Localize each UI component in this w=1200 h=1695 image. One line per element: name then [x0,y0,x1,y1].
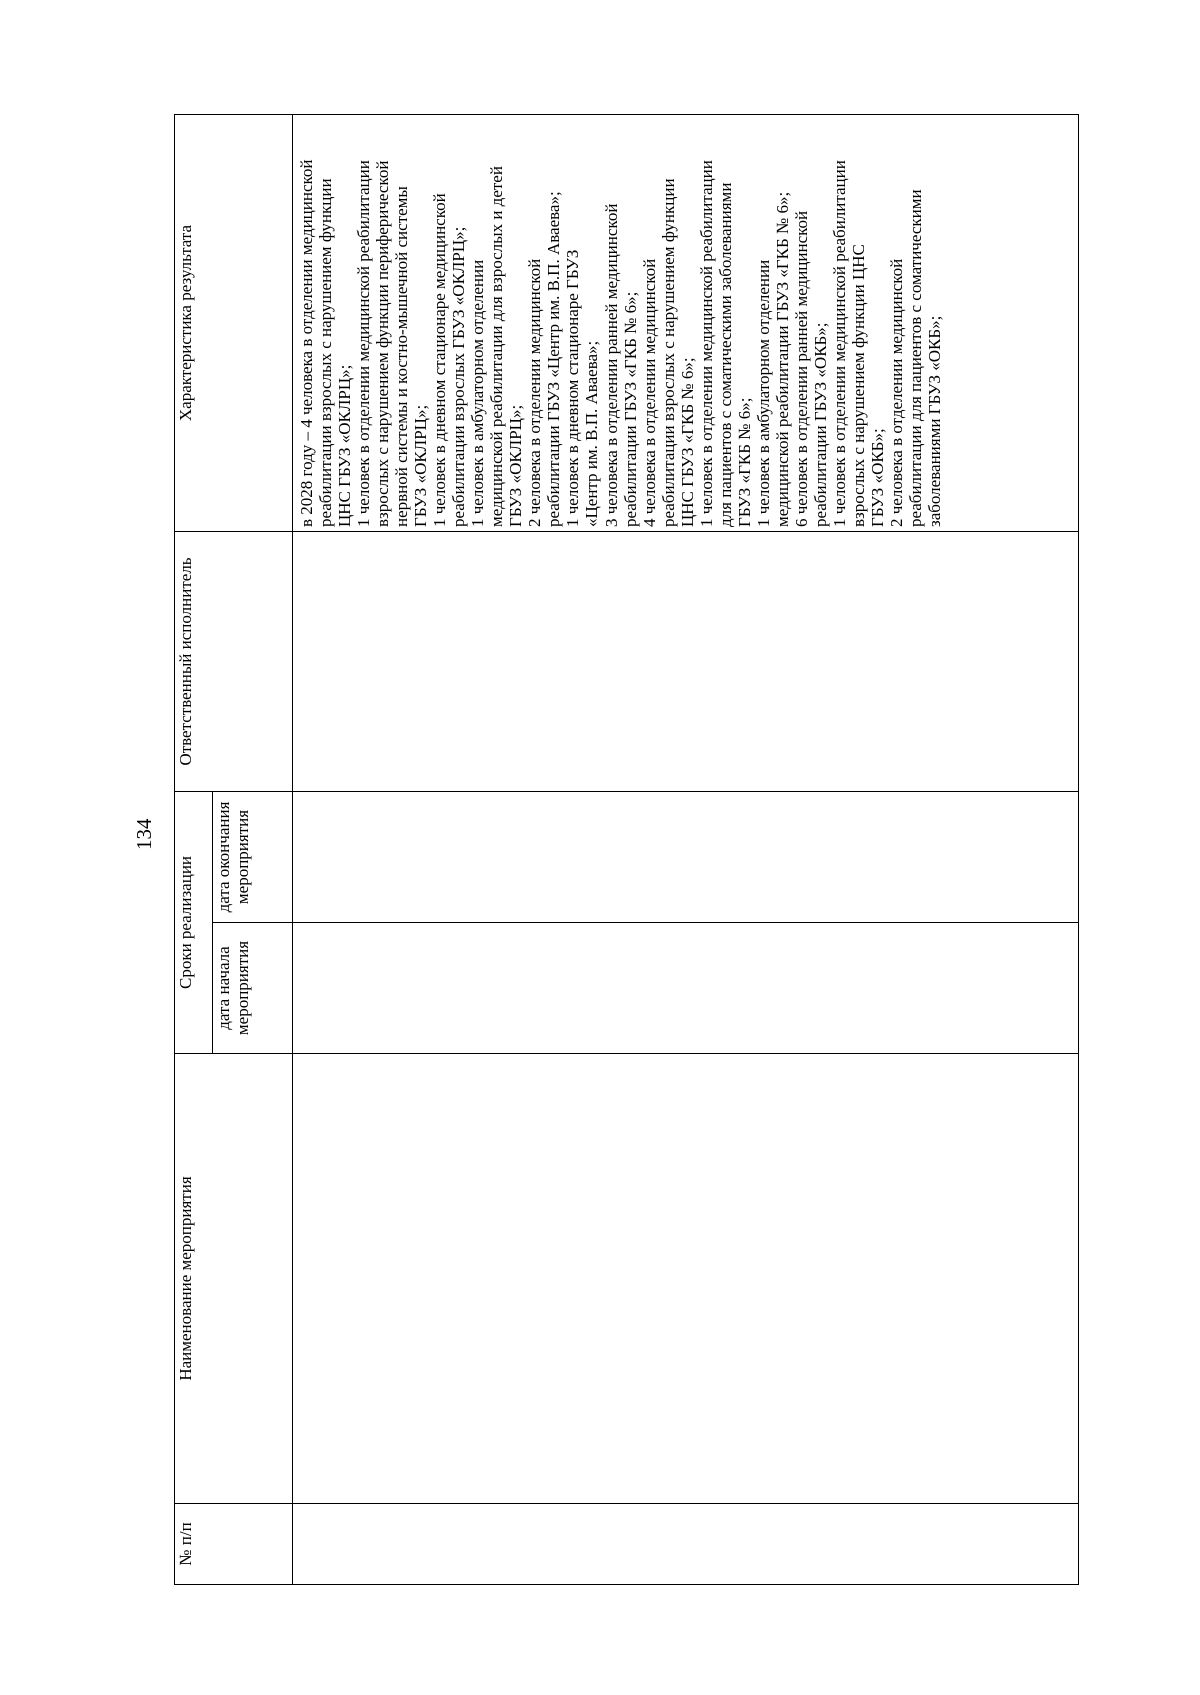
result-line: медицинской реабилитации ГБУЗ «ГКБ № 6»; [772,191,792,527]
cell-number [293,1504,1079,1585]
page-number: 134 [132,818,156,850]
result-line: реабилитации ГБУЗ «Центр им. В.П. Аваева»; [544,191,564,527]
header-terms: Сроки реализации [175,792,213,1054]
result-line: реабилитации взрослых с нарушением функции [316,178,336,527]
result-line: 6 человек в отделении ранней медицинской [791,210,811,527]
result-line: реабилитации ГБУЗ «ГКБ № 6»; [620,291,640,527]
header-start-date: дата начала мероприятия [213,923,293,1054]
result-line: 1 человек в амбулаторном отделении [468,259,488,527]
result-line: реабилитации взрослых ГБУЗ «ОКЛРЦ»; [449,226,469,527]
result-line: 3 человека в отделении ранней медицинской [601,203,621,527]
cell-end-date [293,792,1079,923]
result-line: ГБУЗ «ОКЛРЦ»; [506,404,526,527]
result-line: 1 человек в отделении медицинской реабилитации [829,160,849,527]
activities-table [174,114,1079,1585]
result-line: в 2028 году – 4 человека в отделении медицинской [297,159,316,527]
result-line: 1 человек в отделении медицинской реабилитации [354,160,374,527]
result-line: для пациентов с соматическими заболеваниями [715,182,735,527]
result-line: реабилитации ГБУЗ «ОКБ»; [810,322,830,527]
result-line: медицинской реабилитации для взрослых и детей [487,166,507,527]
cell-start-date [293,923,1079,1054]
result-line: 1 человек в амбулаторном отделении [753,259,773,527]
result-line: 1 человек в отделении медицинской реабилитации [696,160,716,527]
result-line: 2 человека в отделении медицинской [525,258,545,527]
cell-responsible [293,532,1079,792]
result-line: заболеваниями ГБУЗ «ОКБ»; [925,315,945,527]
header-end-date: дата окончания мероприятия [213,792,293,923]
result-line: ГБУЗ «ГКБ № 6»; [734,397,754,527]
result-line: 1 человек в дневном стационаре ГБУЗ [563,249,583,527]
result-line: «Центр им. В.П. Аваева»; [582,340,602,527]
result-line: ГБУЗ «ОКЛРЦ»; [411,404,431,527]
result-line: нервной системы и костно-мышечной системы [392,186,412,527]
result-line: взрослых с нарушением функции ЦНС [848,244,868,527]
result-line: 4 человека в отделении медицинской [639,258,659,527]
result-line: ЦНС ГБУЗ «ГКБ № 6»; [677,357,697,527]
cell-result [293,115,1079,532]
table-header-row [175,115,213,1585]
header-activity-name: Наименование мероприятия [175,1054,293,1504]
result-line: ЦНС ГБУЗ «ОКЛРЦ»; [335,364,355,527]
result-line: 2 человека в отделении медицинской [886,258,906,527]
rotated-table-container [174,115,1079,1585]
header-result: Характеристика результата [175,115,293,532]
table-row [293,115,1079,1585]
header-number: № п/п [175,1504,293,1585]
cell-activity-name [293,1054,1079,1504]
result-line: 1 человек в дневном стационаре медицинской [430,193,450,527]
result-line: реабилитации для пациентов с соматическими [906,189,925,527]
result-line: ГБУЗ «ОКБ»; [867,428,887,527]
result-line: реабилитации взрослых с нарушением функции [658,178,678,527]
result-line: взрослых с нарушением функции периферической [373,160,393,527]
header-responsible: Ответственный исполнитель [175,532,293,792]
